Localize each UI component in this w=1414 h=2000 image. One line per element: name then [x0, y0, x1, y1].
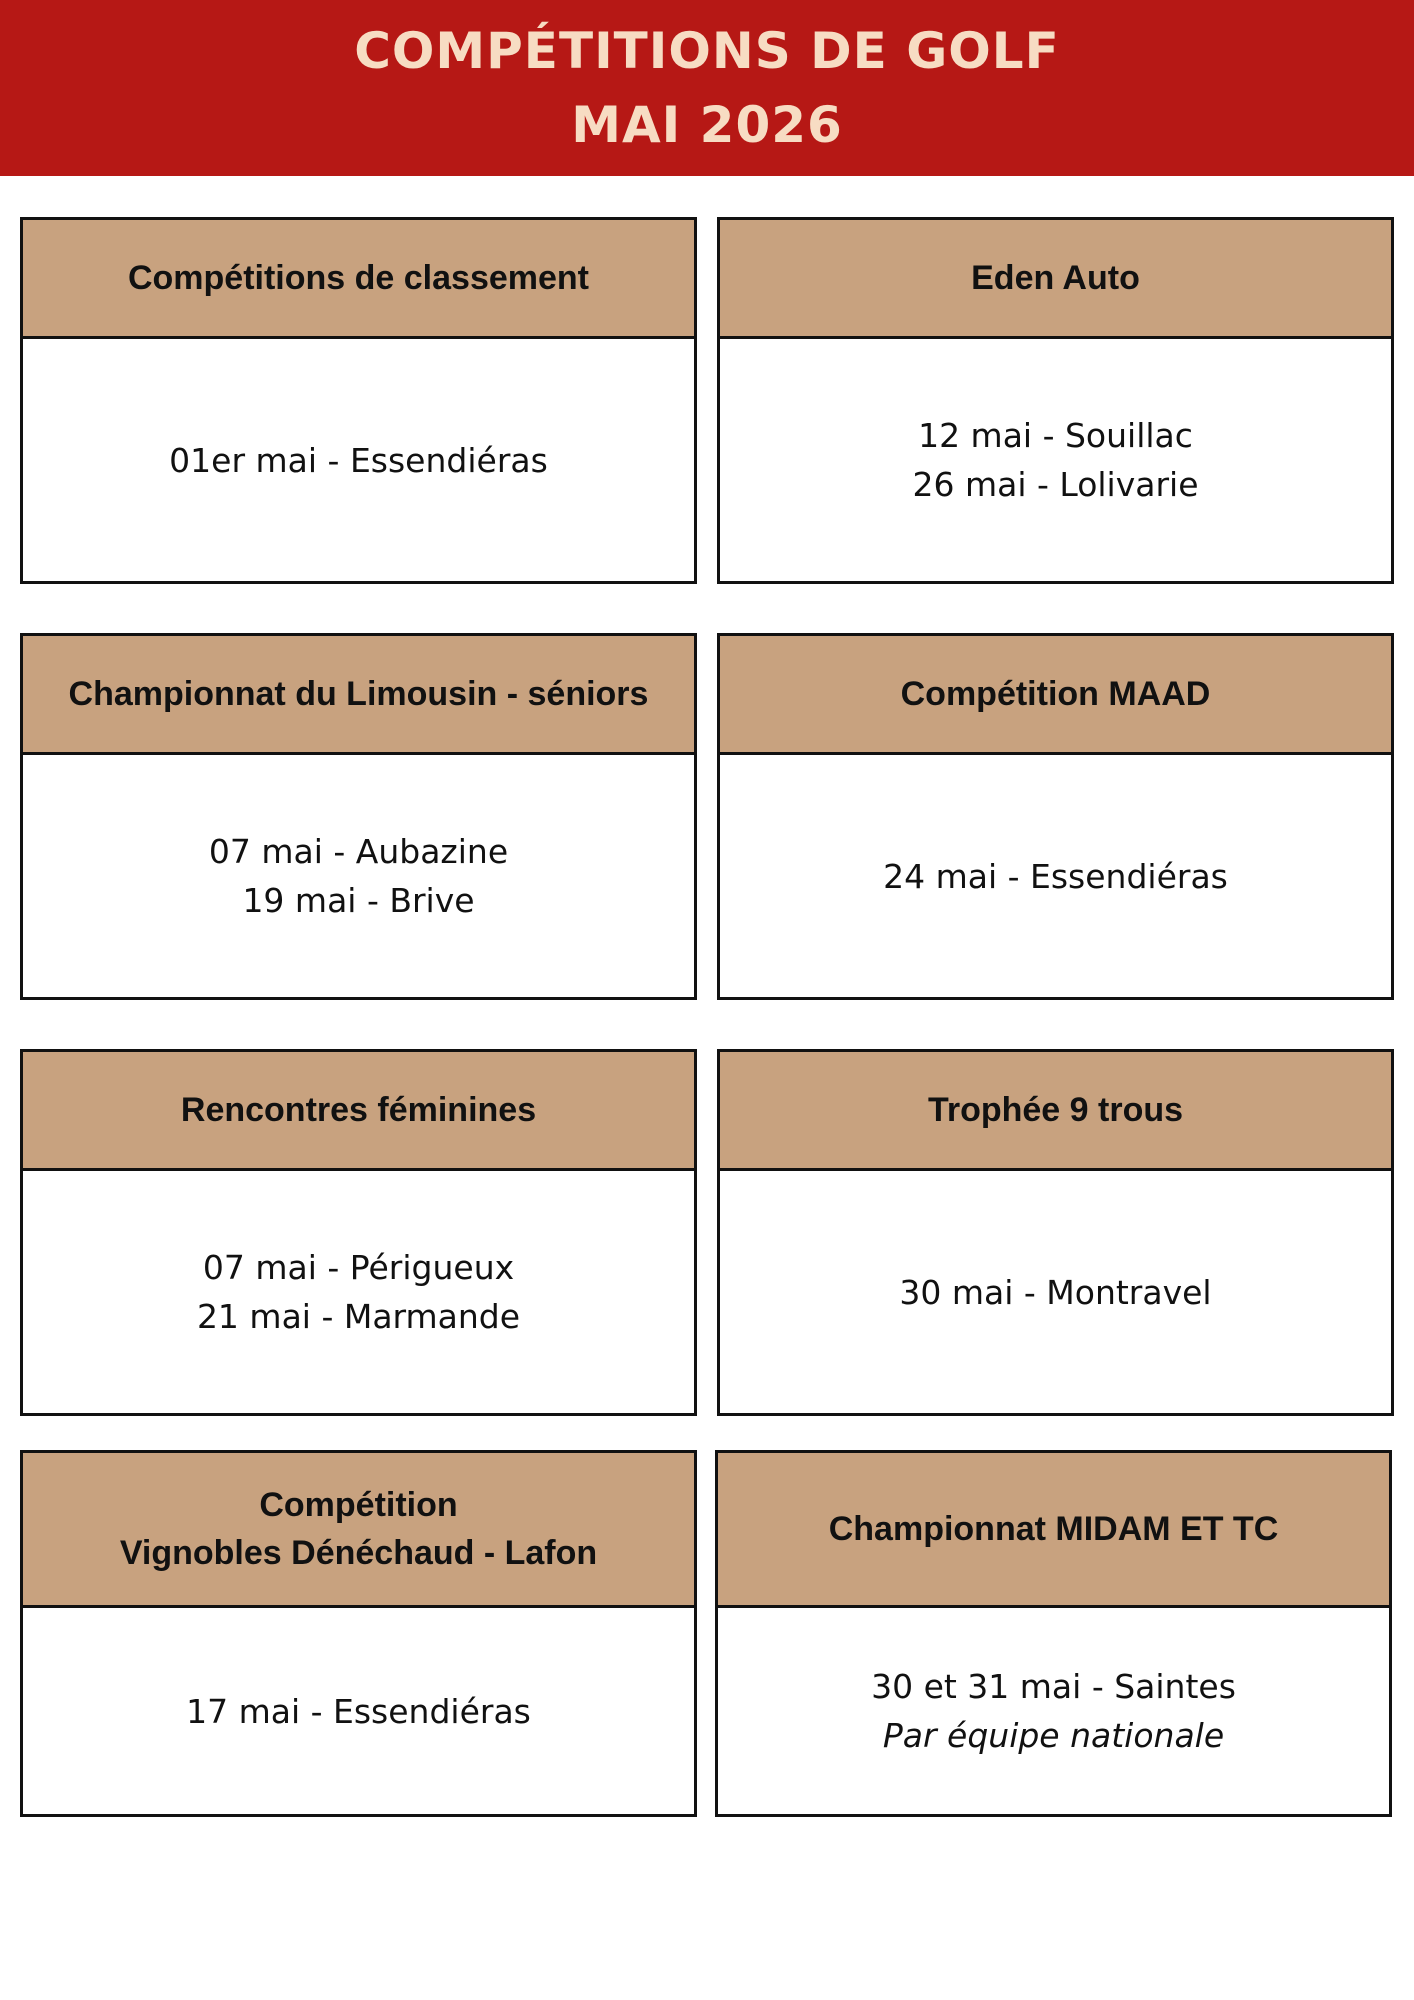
card-header — [720, 636, 1391, 755]
event-date-location: 30 mai - Montravel — [899, 1272, 1212, 1312]
page-title-line-1: COMPÉTITIONS DE GOLF — [354, 22, 1060, 80]
event-date-location: 21 mai - Marmande — [196, 1297, 521, 1336]
card-header — [23, 220, 694, 339]
card-body — [23, 1171, 694, 1413]
event-date-location: 07 mai - Aubazine — [208, 832, 509, 871]
competition-card-maad — [717, 633, 1394, 1000]
event-date-location: 24 mai - Essendiéras — [883, 856, 1228, 896]
card-title: Vignobles Dénéchaud - Lafon — [119, 1534, 598, 1572]
card-header — [23, 1052, 694, 1171]
card-body — [720, 339, 1391, 581]
event-date-location: 19 mai - Brive — [242, 881, 475, 920]
event-note: Par équipe nationale — [882, 1716, 1225, 1755]
competition-card-rencontres-feminines — [20, 1049, 697, 1416]
competition-card-trophee-9-trous — [717, 1049, 1394, 1416]
card-title: Trophée 9 trous — [927, 1091, 1184, 1129]
card-body — [720, 1171, 1391, 1413]
card-title: Eden Auto — [971, 259, 1140, 297]
competition-card-classement — [20, 217, 697, 584]
card-header — [23, 1453, 694, 1608]
event-date-location: 07 mai - Périgueux — [202, 1248, 515, 1287]
event-date-location: 17 mai - Essendiéras — [186, 1691, 531, 1731]
competition-card-eden-auto — [717, 217, 1394, 584]
card-header — [718, 1453, 1389, 1608]
card-body — [23, 1608, 694, 1814]
card-body — [720, 755, 1391, 997]
card-title: Championnat MIDAM ET TC — [828, 1510, 1279, 1548]
competition-card-vignobles — [20, 1450, 697, 1817]
page-title-line-2: MAI 2026 — [571, 96, 843, 154]
event-date-location: 01er mai - Essendiéras — [169, 440, 548, 480]
card-title: Compétitions de classement — [127, 259, 589, 297]
competition-card-midam-tc — [715, 1450, 1392, 1817]
card-header — [720, 1052, 1391, 1171]
competition-card-limousin-seniors — [20, 633, 697, 1000]
title-banner — [0, 0, 1414, 176]
card-body — [23, 755, 694, 997]
card-title: Championnat du Limousin - séniors — [68, 675, 649, 713]
card-body — [23, 339, 694, 581]
event-date-location: 12 mai - Souillac — [918, 416, 1193, 455]
card-body — [718, 1608, 1389, 1814]
event-date-location: 30 et 31 mai - Saintes — [871, 1667, 1236, 1706]
card-header — [23, 636, 694, 755]
card-header — [720, 220, 1391, 339]
card-title: Rencontres féminines — [180, 1091, 537, 1129]
card-title: Compétition — [259, 1486, 458, 1524]
card-title: Compétition MAAD — [900, 675, 1211, 713]
event-date-location: 26 mai - Lolivarie — [912, 465, 1199, 504]
